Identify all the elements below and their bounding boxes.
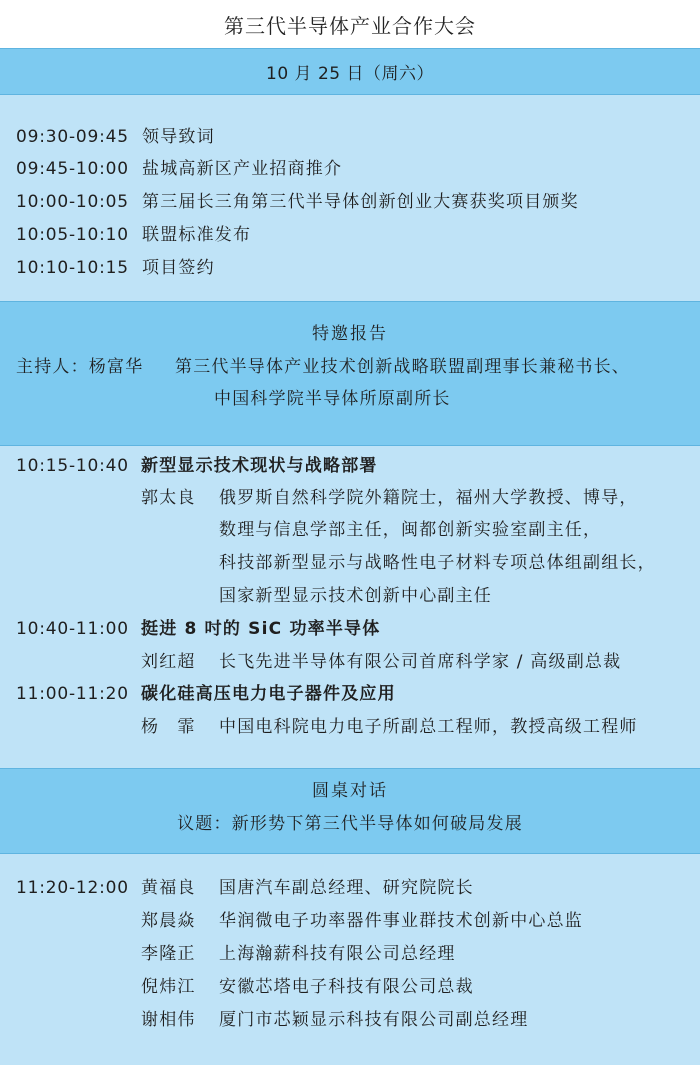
- schedule-time: 09:45-10:00: [16, 159, 129, 179]
- host-label: 主持人：杨富华: [16, 357, 144, 377]
- speaker-name: 杨 霏: [141, 717, 196, 737]
- speaker-desc: 数理与信息学部主任，闽都创新实验室副主任，: [219, 520, 602, 540]
- panelist-desc: 上海瀚薪科技有限公司总经理: [219, 944, 456, 964]
- schedule-time: 10:10-10:15: [16, 258, 129, 278]
- schedule-item: 第三届长三角第三代半导体创新创业大赛获奖项目颁奖: [142, 192, 579, 212]
- schedule-row: [16, 219, 251, 251]
- speaker-name: 郭太良: [141, 488, 196, 508]
- talk-title: 碳化硅高压电力电子器件及应用: [141, 684, 396, 704]
- date-header-text: 10 月 25 日（周六）: [266, 64, 434, 84]
- talk-title: 新型显示技术现状与战略部署: [141, 456, 378, 476]
- host-desc-2: 中国科学院半导体所原副所长: [214, 389, 451, 409]
- panelist-desc: 厦门市芯颖显示科技有限公司副总经理: [219, 1010, 529, 1030]
- schedule-time: 09:30-09:45: [16, 127, 129, 147]
- panelist-name: 黄福良: [141, 878, 196, 898]
- panelist-name: 谢相伟: [141, 1010, 196, 1030]
- roundtable-topic: 议题：新形势下第三代半导体如何破局发展: [177, 814, 523, 834]
- panelist-name: 李隆正: [141, 944, 196, 964]
- host-desc-1: 第三代半导体产业技术创新战略联盟副理事长兼秘书长、: [175, 357, 630, 377]
- panelist-desc: 安徽芯塔电子科技有限公司总裁: [219, 977, 474, 997]
- roundtable-title: 圆桌对话: [312, 781, 388, 801]
- panelist-desc: 国唐汽车副总经理、研究院院长: [219, 878, 474, 898]
- speaker-desc: 俄罗斯自然科学院外籍院士，福州大学教授、博导，: [219, 488, 638, 508]
- talk-time: 11:00-11:20: [16, 684, 129, 704]
- schedule-time: 10:05-10:10: [16, 225, 129, 245]
- schedule-row: [16, 153, 342, 185]
- speaker-desc: 长飞先进半导体有限公司首席科学家 / 高级副总裁: [219, 652, 622, 672]
- panelist-name: 郑晨焱: [141, 911, 196, 931]
- panelist-desc: 华润微电子功率器件事业群技术创新中心总监: [219, 911, 583, 931]
- talk-time: 10:15-10:40: [16, 456, 129, 476]
- talk-title: 挺进 8 吋的 SiC 功率半导体: [141, 619, 381, 639]
- talk-time: 10:40-11:00: [16, 619, 129, 639]
- speaker-desc: 中国电科院电力电子所副总工程师，教授高级工程师: [219, 717, 638, 737]
- schedule-row: [16, 252, 215, 284]
- page-title: 第三代半导体产业合作大会: [224, 13, 476, 38]
- speaker-name: 刘红超: [141, 652, 196, 672]
- date-header: [0, 48, 700, 95]
- schedule-time: 10:00-10:05: [16, 192, 129, 212]
- keynote-title: 特邀报告: [312, 324, 388, 344]
- schedule-item: 联盟标准发布: [142, 225, 252, 245]
- schedule-item: 项目签约: [142, 258, 215, 278]
- schedule-item: 盐城高新区产业招商推介: [142, 159, 343, 179]
- panel-time: 11:20-12:00: [16, 878, 129, 898]
- schedule-row: [16, 121, 215, 153]
- speaker-desc: 国家新型显示技术创新中心副主任: [219, 586, 492, 606]
- schedule-row: [16, 186, 579, 218]
- schedule-item: 领导致词: [142, 127, 215, 147]
- speaker-desc: 科技部新型显示与战略性电子材料专项总体组副组长，: [219, 553, 656, 573]
- panelist-name: 倪炜江: [141, 977, 196, 997]
